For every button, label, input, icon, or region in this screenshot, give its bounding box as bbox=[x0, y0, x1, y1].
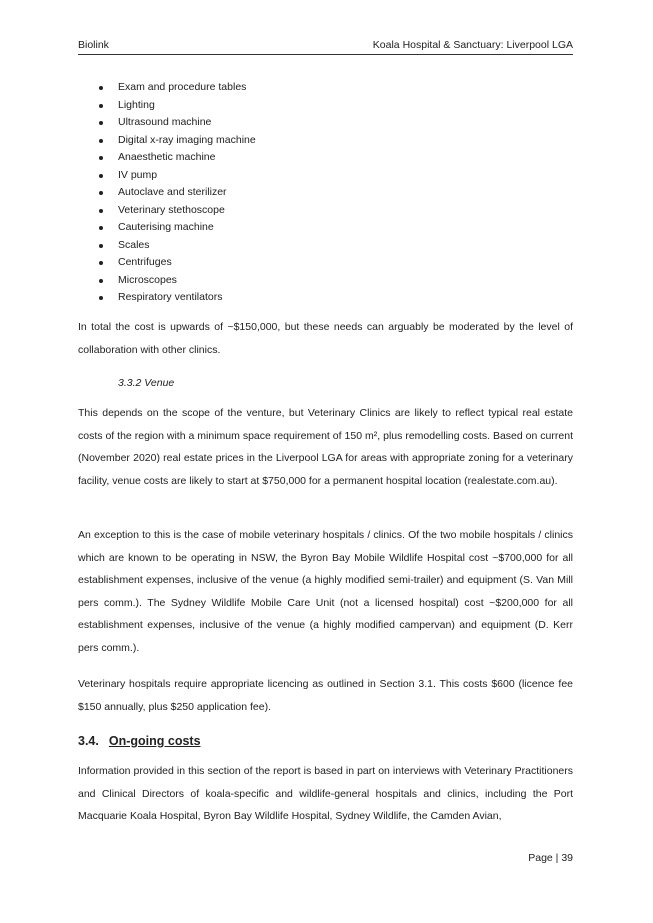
page-header bbox=[78, 38, 573, 55]
list-item: Microscopes bbox=[96, 272, 256, 290]
list-item: Anaesthetic machine bbox=[96, 149, 256, 167]
section-title: On-going costs bbox=[108, 734, 201, 748]
section-number: 3.4. bbox=[78, 734, 99, 748]
list-item: Autoclave and sterilizer bbox=[96, 184, 256, 202]
page-number: Page | 39 bbox=[528, 852, 573, 864]
list-item: Veterinary stethoscope bbox=[96, 202, 256, 220]
list-item: Centrifuges bbox=[96, 254, 256, 272]
list-item: Exam and procedure tables bbox=[96, 79, 256, 97]
ongoing-costs-paragraph: Information provided in this section of the report is based in part on interviews with Veterinary Practitioners and Clinical Directors of koala-specific and wildlife-general hospitals and clinics, including the Port Macquarie Koala Hospital, Byron Bay Wildlife Hospital, Sydney Wildlife, the Camden Avian, bbox=[78, 765, 573, 822]
equipment-list bbox=[96, 79, 256, 307]
header-right: Koala Hospital & Sanctuary: Liverpool LGA bbox=[372, 39, 573, 51]
venue-subheading: 3.3.2 Venue bbox=[118, 377, 175, 389]
list-item: Lighting bbox=[96, 97, 256, 115]
list-item: Scales bbox=[96, 237, 256, 255]
list-item: Digital x-ray imaging machine bbox=[96, 132, 256, 150]
list-item: Respiratory ventilators bbox=[96, 289, 256, 307]
mobile-hospitals-paragraph: An exception to this is the case of mobile veterinary hospitals / clinics. Of the two mobile hospitals / clinics which are known to be operating in NSW, the Byron Bay Mobile Wildlife Hospital cost ~$700,000 for all establishment expenses, inclusive of the venue (a highly modified semi-trailer) and equipment (S. Van Mill pers comm.). The Sydney Wildlife Mobile Care Unit (not a licensed hospital) cost ~$200,000 for all establishment expenses, inclusive of the venue (a highly modified campervan) and equipment (D. Kerr pers comm.). bbox=[78, 529, 573, 654]
list-item: IV pump bbox=[96, 167, 256, 185]
total-cost-paragraph: In total the cost is upwards of ~$150,000, but these needs can arguably be moderated by the level of collaboration with other clinics. bbox=[78, 321, 573, 356]
section-heading bbox=[78, 734, 201, 748]
list-item: Cauterising machine bbox=[96, 219, 256, 237]
venue-paragraph: This depends on the scope of the venture, but Veterinary Clinics are likely to reflect typical real estate costs of the region with a minimum space requirement of 150 m², plus remodelling costs. Based on current (November 2020) real estate prices in the Liverpool LGA for areas with appropriate zoning for a veterinary facility, venue costs are likely to start at $750,000 for a permanent hospital location (realestate.com.au). bbox=[78, 407, 573, 487]
header-left: Biolink bbox=[78, 39, 109, 51]
list-item: Ultrasound machine bbox=[96, 114, 256, 132]
licencing-paragraph: Veterinary hospitals require appropriate licencing as outlined in Section 3.1. This costs $600 (licence fee $150 annually, plus $250 application fee). bbox=[78, 678, 573, 713]
